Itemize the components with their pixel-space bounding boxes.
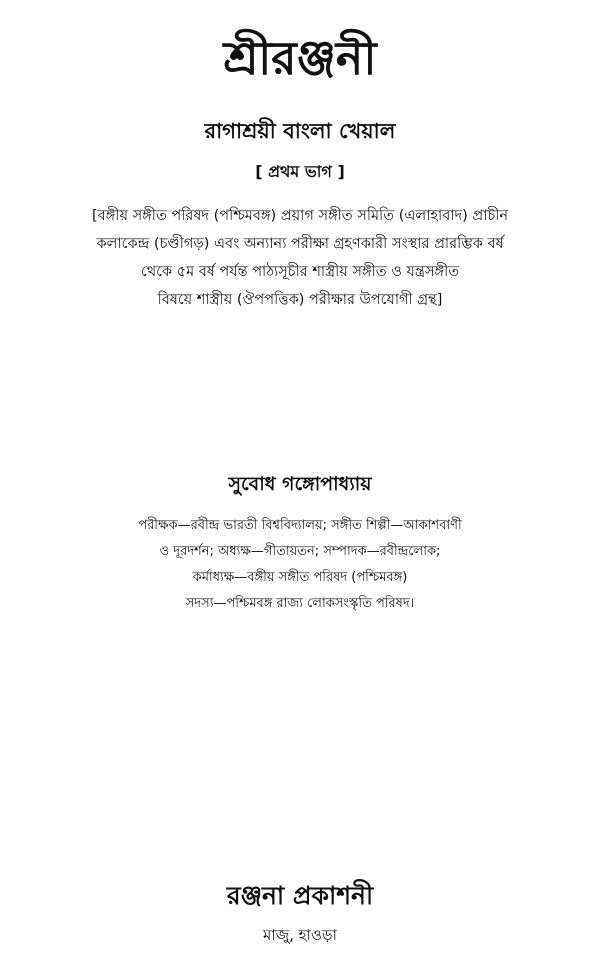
part-label: [ প্রথম ভাগ ] bbox=[255, 162, 345, 181]
author-credentials bbox=[20, 513, 580, 617]
description-line: থেকে ৫ম বর্ষ পর্যন্ত পাঠ্যসূচীর শাস্ত্রীয় সঙ্গীত ও যন্ত্রসঙ্গীত bbox=[140, 264, 460, 280]
book-description bbox=[20, 202, 580, 314]
credential-line: সদস্য—পশ্চিমবঙ্গ রাজ্য লোকসংস্কৃতি পরিষদ। bbox=[185, 596, 415, 611]
credential-line: কর্মাধ্যক্ষ—বঙ্গীয় সঙ্গীত পরিষদ (পশ্চিমবঙ্গ) bbox=[192, 570, 408, 585]
description-line: [বঙ্গীয় সঙ্গীত পরিষদ (পশ্চিমবঙ্গ) প্রয়াগ সঙ্গীত সমিতি (এলাহাবাদ) প্রাচীন bbox=[91, 208, 509, 224]
book-title: শ্রীরঞ্জনী bbox=[223, 31, 377, 85]
author-name: সুবোধ গঙ্গোপাধ্যায় bbox=[228, 473, 372, 495]
publisher-name: রঞ্জনা প্রকাশনী bbox=[226, 881, 374, 910]
credential-line: পরীক্ষক—রবীন্দ্র ভারতী বিশ্ববিদ্যালয়; সঙ্গীত শিল্পী—আকাশবাণী bbox=[138, 518, 462, 533]
description-line: কলাকেন্দ্র (চণ্ডীগড়) এবং অন্যান্য পরীক্ষা গ্রহণকারী সংস্থার প্রারম্ভিক বর্ষ bbox=[96, 236, 504, 252]
credential-line: ও দূরদর্শন; অধ্যক্ষ—গীতায়তন; সম্পাদক—রবীন্দ্রলোক; bbox=[159, 544, 441, 559]
publisher-location: মাজু, হাওড়া bbox=[263, 926, 337, 944]
book-subtitle: রাগাশ্রয়ী বাংলা খেয়াল bbox=[204, 119, 396, 143]
description-line: বিষয়ে শাস্ত্রীয় (ঔপপত্তিক) পরীক্ষার উপযোগী গ্রন্থ] bbox=[157, 292, 443, 308]
